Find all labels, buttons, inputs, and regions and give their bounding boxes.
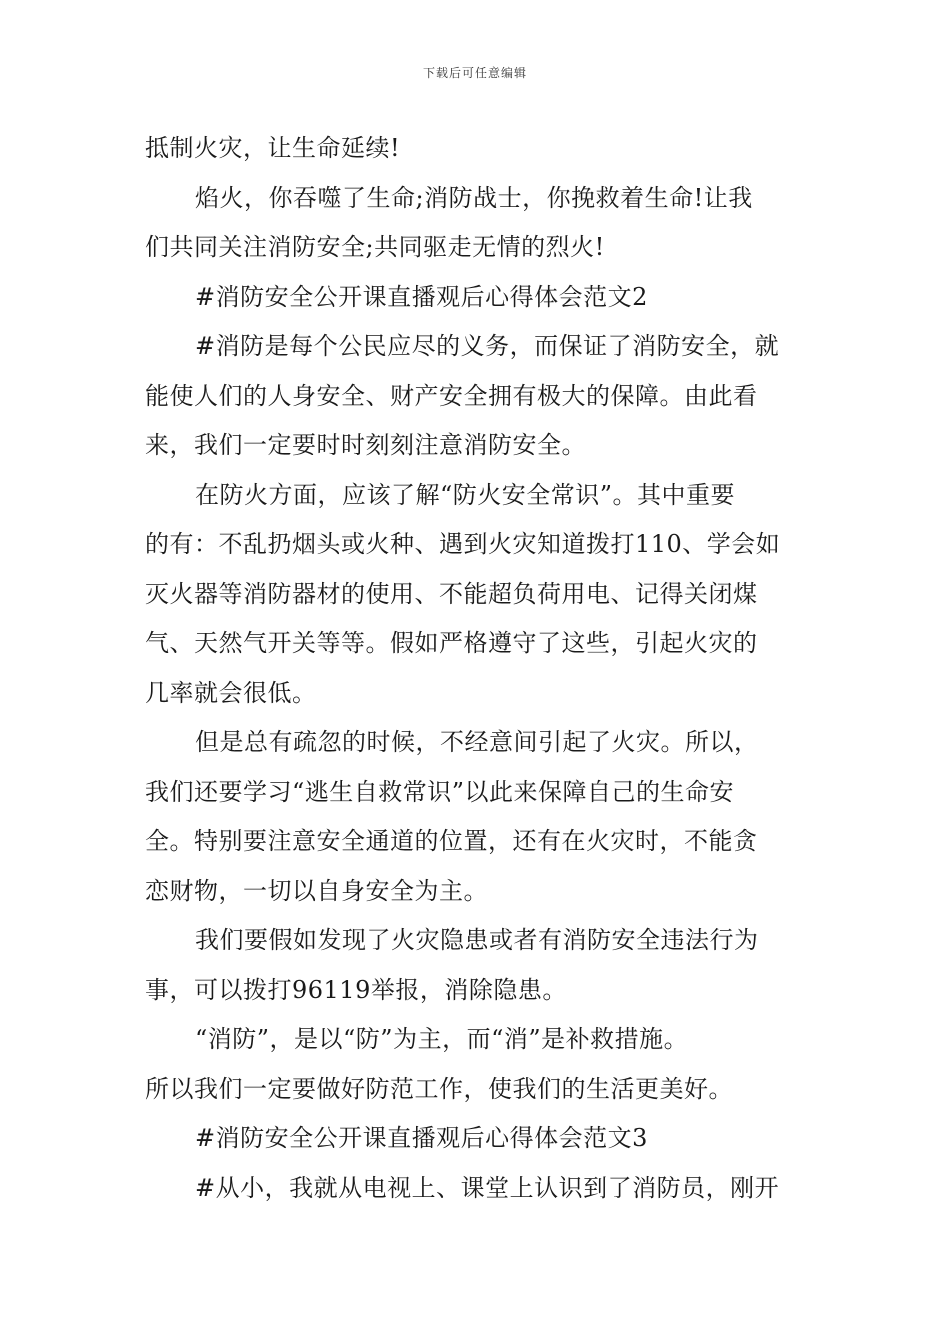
text-line: 我们要假如发现了火灾隐患或者有消防安全违法行为 — [195, 926, 759, 954]
text-line: 事，可以拨打96119举报，消除隐患。 — [145, 975, 567, 1004]
text-line: 能使人们的人身安全、财产安全拥有极大的保障。由此看 — [145, 381, 758, 410]
text-line: 所以我们一定要做好防范工作，使我们的生活更美好。 — [145, 1074, 733, 1103]
text-line: 但是总有疏忽的时候，不经意间引起了火灾。所以， — [195, 728, 759, 756]
page-header: 下载后可任意编辑 — [422, 66, 527, 80]
text-line: 在防火方面，应该了解“防火安全常识”。其中重要 — [195, 480, 736, 509]
text-line: 们共同关注消防安全;共同驱走无情的烈火! — [145, 233, 605, 261]
text-line: 我们还要学习“逃生自救常识”以此来保障自己的生命安 — [145, 777, 735, 806]
text-line: 气、天然气开关等等。假如严格遵守了这些，引起火灾的 — [145, 629, 758, 657]
text-line: 抵制火灾，让生命延续! — [145, 134, 401, 162]
document-body — [145, 124, 810, 1213]
text-line: “消防”，是以“防”为主，而“消”是补救措施。 — [195, 1025, 689, 1053]
text-line: #消防是每个公民应尽的义务，而保证了消防安全，就 — [195, 332, 780, 360]
text-line: #从小，我就从电视上、课堂上认识到了消防员，刚开 — [195, 1173, 780, 1202]
text-line: 的有：不乱扔烟头或火种、遇到火灾知道拨打110、学会如 — [145, 530, 781, 558]
text-line: 来，我们一定要时时刻刻注意消防安全。 — [145, 431, 586, 459]
text-line: 几率就会很低。 — [145, 678, 317, 707]
text-line: 灭火器等消防器材的使用、不能超负荷用电、记得关闭煤 — [145, 579, 758, 608]
text-line: 焰火，你吞噬了生命;消防战士，你挽救着生命!让我 — [195, 183, 753, 212]
section-heading: #消防安全公开课直播观后心得体会范文2 — [195, 282, 648, 311]
text-line: 恋财物，一切以自身安全为主。 — [145, 876, 488, 905]
section-heading: #消防安全公开课直播观后心得体会范文3 — [195, 1124, 648, 1152]
text-line: 全。特别要注意安全通道的位置，还有在火灾时，不能贪 — [145, 827, 758, 855]
